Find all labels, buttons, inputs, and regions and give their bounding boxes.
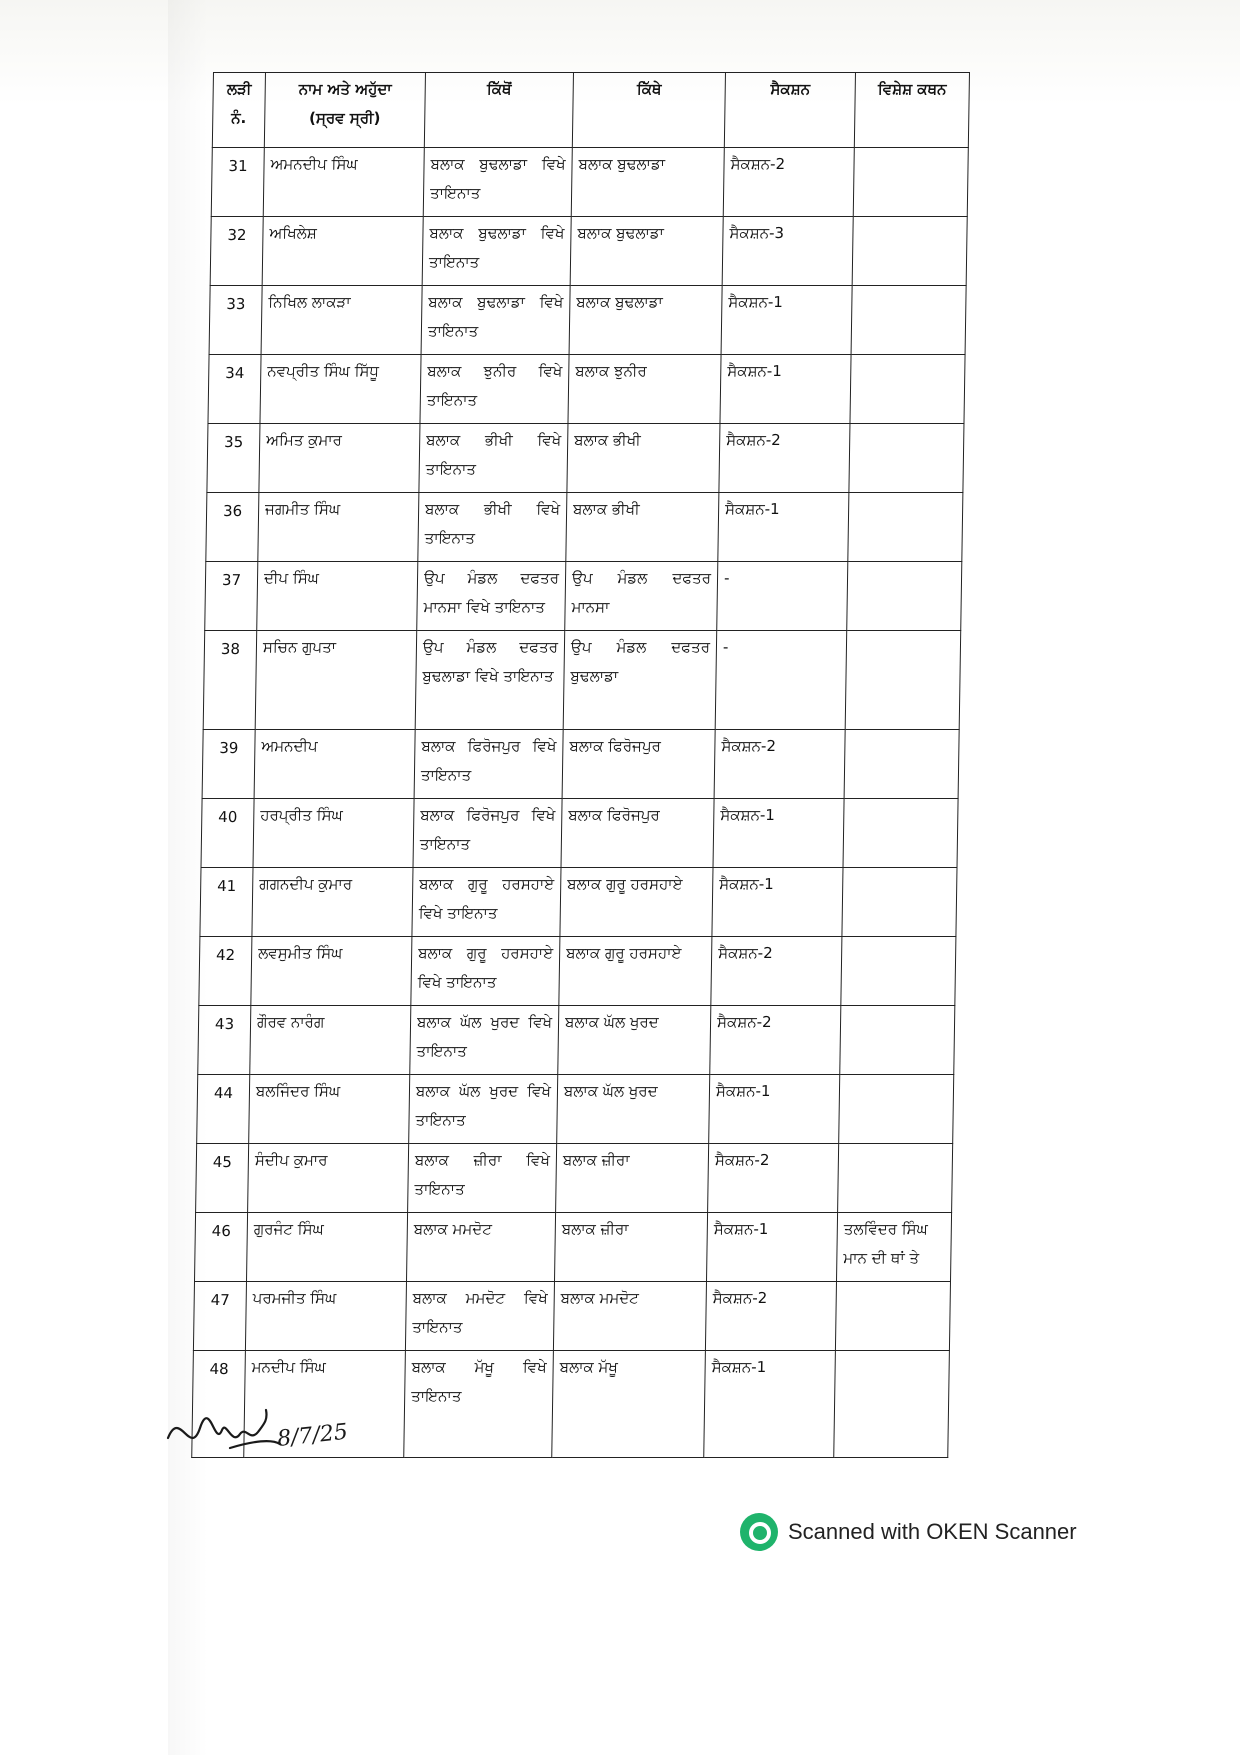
cell-to: ਬਲਾਕ ਭੀਖੀ [567,424,720,493]
cell-remarks [845,631,961,730]
cell-sr: 47 [193,1282,246,1351]
cell-section: ਸੈਕਸ਼ਨ-2 [719,424,850,493]
cell-from: ਬਲਾਕ ਭੀਖੀ ਵਿਖੇ ਤਾਇਨਾਤ [418,493,567,562]
cell-name: ਅਮਿਤ ਕੁਮਾਰ [259,424,420,493]
handwritten-signature [160,1398,360,1468]
cell-to: ਬਲਾਕ ਘੱਲ ਖੁਰਦ [558,1006,711,1075]
cell-section: ਸੈਕਸ਼ਨ-2 [708,1144,839,1213]
cell-to: ਬਲਾਕ ਫਿਰੋਜਪੁਰ [561,799,714,868]
oken-scanner-logo-icon [740,1513,778,1551]
cell-from: ਬਲਾਕ ਬੁਢਲਾਡਾ ਵਿਖੇ ਤਾਇਨਾਤ [423,148,572,217]
cell-sr: 37 [205,562,258,631]
cell-sr: 46 [194,1213,247,1282]
cell-sr: 38 [203,631,257,730]
cell-remarks [851,286,966,355]
cell-remarks [834,1351,950,1458]
cell-name: ਜਗਮੀਤ ਸਿੰਘ [258,493,419,562]
table-row [200,868,957,937]
cell-to: ਬਲਾਕ ਬੁਢਲਾਡਾ [569,286,722,355]
cell-name: ਗਗਨਦੀਪ ਕੁਮਾਰ [252,868,413,937]
table-row [202,730,959,799]
cell-from: ਬਲਾਕ ਮਮਦੋਟ ਵਿਖੇ ਤਾਇਨਾਤ [405,1282,554,1351]
transfer-table [191,72,970,1458]
table-header-row [212,73,969,148]
table-row [194,1213,951,1282]
cell-from: ਬਲਾਕ ਜ਼ੀਰਾ ਵਿਖੇ ਤਾਇਨਾਤ [408,1144,557,1213]
cell-section: ਸੈਕਸ਼ਨ-1 [704,1351,836,1458]
cell-to: ਬਲਾਕ ਮਮਦੋਟ [553,1282,706,1351]
cell-section: ਸੈਕਸ਼ਨ-1 [718,493,849,562]
cell-remarks [848,493,963,562]
cell-name: ਅਮਨਦੀਪ [254,730,415,799]
cell-to: ਬਲਾਕ ਜ਼ੀਰਾ [556,1144,709,1213]
cell-name: ਹਰਪ੍ਰੀਤ ਸਿੰਘ [253,799,414,868]
table-row [209,286,966,355]
cell-from: ਬਲਾਕ ਫਿਰੋਜਪੁਰ ਵਿਖੇ ਤਾਇਨਾਤ [413,799,562,868]
header-name-label: ਨਾਮ ਅਤੇ ਅਹੁੱਦਾ [298,80,392,98]
table-row [203,631,961,730]
cell-sr: 36 [206,493,259,562]
cell-remarks [844,730,959,799]
cell-from: ਬਲਾਕ ਮਮਦੋਟ [406,1213,555,1282]
table-row [197,1075,954,1144]
cell-name: ਨਿਖਿਲ ਲਾਕੜਾ [261,286,422,355]
cell-section: ਸੈਕਸ਼ਨ-2 [710,1006,841,1075]
cell-from: ਉਪ ਮੰਡਲ ਦਫਤਰ ਬੁਢਲਾਡਾ ਵਿਖੇ ਤਾਇਨਾਤ [415,631,565,730]
cell-sr: 32 [210,217,263,286]
cell-name: ਅਖਿਲੇਸ਼ [262,217,423,286]
cell-name: ਸੰਦੀਪ ਕੁਮਾਰ [248,1144,409,1213]
header-remarks: ਵਿਸ਼ੇਸ਼ ਕਥਨ [854,73,969,148]
table-row [206,493,963,562]
cell-section: ਸੈਕਸ਼ਨ-2 [705,1282,836,1351]
table-row [193,1282,950,1351]
cell-name: ਬਲਜਿੰਦਰ ਸਿੰਘ [249,1075,410,1144]
cell-from: ਉਪ ਮੰਡਲ ਦਫਤਰ ਮਾਨਸਾ ਵਿਖੇ ਤਾਇਨਾਤ [417,562,566,631]
cell-remarks [841,937,956,1006]
cell-name: ਦੀਪ ਸਿੰਘ [257,562,418,631]
cell-remarks [838,1144,953,1213]
cell-sr: 42 [199,937,252,1006]
header-sr: ਲੜੀ ਨੰ. [212,73,265,148]
cell-section: ਸੈਕਸ਼ਨ-2 [711,937,842,1006]
cell-section: ਸੈਕਸ਼ਨ-2 [714,730,845,799]
cell-sr: 43 [198,1006,251,1075]
cell-remarks [842,868,957,937]
table-row [196,1144,953,1213]
cell-name: ਪਰਮਜੀਤ ਸਿੰਘ [245,1282,406,1351]
header-name [264,73,425,148]
cell-sr: 41 [200,868,253,937]
cell-from: ਬਲਾਕ ਝੁਨੀਰ ਵਿਖੇ ਤਾਇਨਾਤ [420,355,569,424]
cell-from: ਬਲਾਕ ਗੁਰੂ ਹਰਸਹਾਏ ਵਿਖੇ ਤਾਇਨਾਤ [412,868,561,937]
cell-section: - [717,562,848,631]
table-row [211,148,968,217]
cell-sr: 40 [201,799,254,868]
cell-remarks [852,217,967,286]
header-to: ਕਿੱਥੇ [572,73,725,148]
table-row [210,217,967,286]
cell-to: ਬਲਾਕ ਬੁਢਲਾਡਾ [571,148,724,217]
cell-remarks [840,1006,955,1075]
cell-to: ਬਲਾਕ ਮੱਖੂ [552,1351,706,1458]
cell-section: ਸੈਕਸ਼ਨ-3 [722,217,853,286]
cell-section: - [715,631,847,730]
cell-from: ਬਲਾਕ ਭੀਖੀ ਵਿਖੇ ਤਾਇਨਾਤ [419,424,568,493]
cell-section: ਸੈਕਸ਼ਨ-1 [706,1213,837,1282]
cell-name: ਅਮਨਦੀਪ ਸਿੰਘ [263,148,424,217]
cell-section: ਸੈਕਸ਼ਨ-1 [720,355,851,424]
cell-to: ਬਲਾਕ ਜ਼ੀਰਾ [554,1213,707,1282]
cell-from: ਬਲਾਕ ਗੁਰੂ ਹਰਸਹਾਏ ਵਿਖੇ ਤਾਇਨਾਤ [411,937,560,1006]
cell-from: ਬਲਾਕ ਘੱਲ ਖੁਰਦ ਵਿਖੇ ਤਾਇਨਾਤ [409,1075,558,1144]
cell-to: ਉਪ ਮੰਡਲ ਦਫਤਰ ਬੁਢਲਾਡਾ [563,631,717,730]
cell-to: ਬਲਾਕ ਫਿਰੋਜਪੁਰ [562,730,715,799]
cell-remarks [843,799,958,868]
cell-to: ਬਲਾਕ ਗੁਰੂ ਹਰਸਹਾਏ [559,937,712,1006]
cell-to: ਬਲਾਕ ਬੁਢਲਾਡਾ [570,217,723,286]
cell-section: ਸੈਕਸ਼ਨ-1 [709,1075,840,1144]
cell-sr: 44 [197,1075,250,1144]
cell-remarks [835,1282,950,1351]
table-row [201,799,958,868]
cell-remarks [847,562,962,631]
cell-sr: 45 [196,1144,249,1213]
cell-from: ਬਲਾਕ ਬੁਢਲਾਡਾ ਵਿਖੇ ਤਾਇਨਾਤ [422,217,571,286]
cell-name: ਲਵਸੁਮੀਤ ਸਿੰਘ [251,937,412,1006]
cell-to: ਬਲਾਕ ਭੀਖੀ [566,493,719,562]
cell-name: ਗੁਰਜੰਟ ਸਿੰਘ [246,1213,407,1282]
cell-remarks [850,355,965,424]
table-row [207,424,964,493]
header-name-sub: (ਸ੍ਰਵ ਸ੍ਰੀ) [308,109,381,127]
cell-name: ਮਨਦੀਪ ਸਿੰਘ [244,1351,406,1458]
table-row [198,1006,955,1075]
cell-sr: 48 [192,1351,246,1458]
table-row [208,355,965,424]
cell-section: ਸੈਕਸ਼ਨ-1 [721,286,852,355]
cell-name: ਗੌਰਵ ਨਾਰੰਗ [250,1006,411,1075]
signature-date: 8/7/25 [276,1419,350,1452]
cell-from: ਬਲਾਕ ਫਿਰੋਜਪੁਰ ਵਿਖੇ ਤਾਇਨਾਤ [414,730,563,799]
cell-section: ਸੈਕਸ਼ਨ-1 [712,868,843,937]
cell-section: ਸੈਕਸ਼ਨ-1 [713,799,844,868]
cell-sr: 33 [209,286,262,355]
cell-from: ਬਲਾਕ ਬੁਢਲਾਡਾ ਵਿਖੇ ਤਾਇਨਾਤ [421,286,570,355]
cell-from: ਬਲਾਕ ਘੱਲ ਖੁਰਦ ਵਿਖੇ ਤਾਇਨਾਤ [410,1006,559,1075]
cell-remarks [853,148,968,217]
header-from: ਕਿੱਥੋਂ [424,73,573,148]
table-row [199,937,956,1006]
scanner-watermark [740,1510,1077,1554]
cell-sr: 39 [202,730,255,799]
cell-from: ਬਲਾਕ ਮੱਖੂ ਵਿਖੇ ਤਾਇਨਾਤ [404,1351,554,1458]
cell-sr: 35 [207,424,260,493]
cell-remarks [839,1075,954,1144]
cell-to: ਬਲਾਕ ਗੁਰੂ ਹਰਸਹਾਏ [560,868,713,937]
cell-name: ਸਚਿਨ ਗੁਪਤਾ [255,631,417,730]
cell-remarks: ਤਲਵਿੰਦਰ ਸਿੰਘ ਮਾਨ ਦੀ ਥਾਂ ਤੇ [836,1213,951,1282]
cell-to: ਬਲਾਕ ਘੱਲ ਖੁਰਦ [557,1075,710,1144]
table-row [205,562,962,631]
scanner-text: Scanned with OKEN Scanner [788,1519,1077,1544]
cell-sr: 31 [211,148,264,217]
cell-section: ਸੈਕਸ਼ਨ-2 [723,148,854,217]
header-section: ਸੈਕਸ਼ਨ [724,73,855,148]
cell-name: ਨਵਪ੍ਰੀਤ ਸਿੰਘ ਸਿੱਧੂ [260,355,421,424]
cell-sr: 34 [208,355,261,424]
cell-to: ਉਪ ਮੰਡਲ ਦਫਤਰ ਮਾਨਸਾ [565,562,718,631]
cell-remarks [849,424,964,493]
cell-to: ਬਲਾਕ ਝੁਨੀਰ [568,355,721,424]
